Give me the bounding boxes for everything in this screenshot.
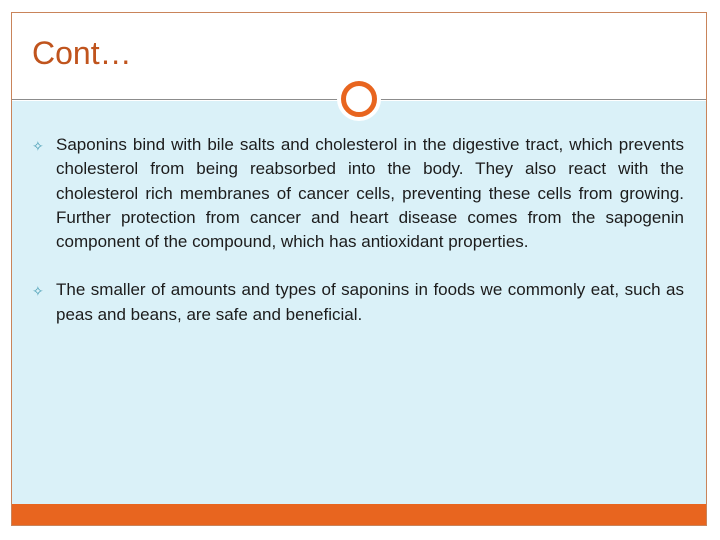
- bullet-text: Saponins bind with bile salts and cholesterol in the digestive tract, which prevents cholesterol from being reabsorbed into the body. They also react with the cholesterol rich membranes of cancer cells, preventing these cells from growing. Further protection from cancer and heart disease comes from the sapogenin component of the compound, which has antioxidant properties.: [56, 135, 684, 252]
- decorative-ring-icon: [341, 81, 377, 117]
- bullet-item: [32, 278, 684, 327]
- slide-title: Cont…: [32, 35, 132, 71]
- bullet-item: [32, 133, 684, 254]
- diamond-bullet-icon: ✧: [32, 283, 44, 300]
- slide: [11, 12, 707, 526]
- footer-bar: [12, 504, 706, 525]
- diamond-bullet-icon: ✧: [32, 138, 44, 154]
- bullet-text: The smaller of amounts and types of saponins in foods we commonly eat, such as peas and beans, are safe and beneficial.: [56, 280, 684, 324]
- bullet-list: [32, 133, 684, 351]
